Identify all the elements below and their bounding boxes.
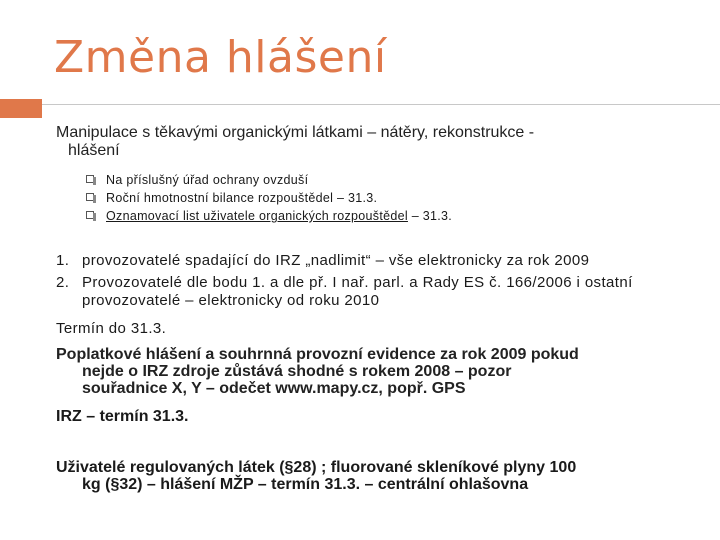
fees-paragraph bbox=[56, 346, 690, 397]
bullet-text: Roční hmotnostní bilance rozpouštědel – 31.3. bbox=[106, 191, 378, 205]
item-text: Provozovatelé dle bodu 1. a dle př. I nař. parl. a Rady ES č. 166/2006 i ostatní provozovatelé – elektronicky od roku 2010 bbox=[82, 274, 633, 309]
fees-line3: souřadnice X, Y – odečet www.mapy.cz, popř. GPS bbox=[82, 380, 466, 397]
fees-line2: nejde o IRZ zdroje zůstává shodné s rokem 2008 – pozor bbox=[82, 363, 512, 380]
checkbox-bullet-icon bbox=[86, 175, 94, 183]
list-item bbox=[86, 207, 452, 225]
section-heading-line1: Manipulace s těkavými organickými látkami – nátěry, rekonstrukce - bbox=[56, 124, 535, 141]
numbered-item bbox=[56, 274, 690, 310]
section-heading bbox=[56, 124, 690, 160]
checkbox-bullet-icon bbox=[86, 193, 94, 201]
deadline-text: Termín do 31.3. bbox=[56, 320, 167, 337]
checkbox-bullet-icon bbox=[86, 211, 94, 219]
users-line2: kg (§32) – hlášení MŽP – termín 31.3. – centrální ohlašovna bbox=[82, 476, 529, 493]
numbered-item bbox=[56, 252, 690, 270]
section-heading-line2: hlášení bbox=[68, 142, 120, 159]
accent-bar bbox=[0, 99, 42, 118]
bullet-text: – 31.3. bbox=[407, 209, 453, 223]
slide-title: Změna hlášení bbox=[54, 32, 387, 83]
bullet-list bbox=[86, 171, 452, 225]
irz-deadline: IRZ – termín 31.3. bbox=[56, 408, 189, 425]
bullet-text: Na příslušný úřad ochrany ovzduší bbox=[106, 173, 309, 187]
users-line1: Uživatelé regulovaných látek (§28) ; fluorované skleníkové plyny 100 bbox=[56, 459, 577, 476]
list-item bbox=[86, 189, 452, 207]
title-divider bbox=[0, 104, 720, 105]
item-number: 2. bbox=[56, 274, 70, 291]
item-text: provozovatelé spadající do IRZ „nadlimit“ – vše elektronicky za rok 2009 bbox=[82, 252, 590, 269]
users-paragraph bbox=[56, 459, 690, 493]
list-item bbox=[86, 171, 452, 189]
notification-form-link[interactable]: Oznamovací list uživatele organických rozpouštědel bbox=[106, 209, 408, 223]
item-number: 1. bbox=[56, 252, 70, 269]
numbered-list bbox=[56, 252, 690, 314]
fees-line1: Poplatkové hlášení a souhrnná provozní evidence za rok 2009 pokud bbox=[56, 346, 579, 363]
